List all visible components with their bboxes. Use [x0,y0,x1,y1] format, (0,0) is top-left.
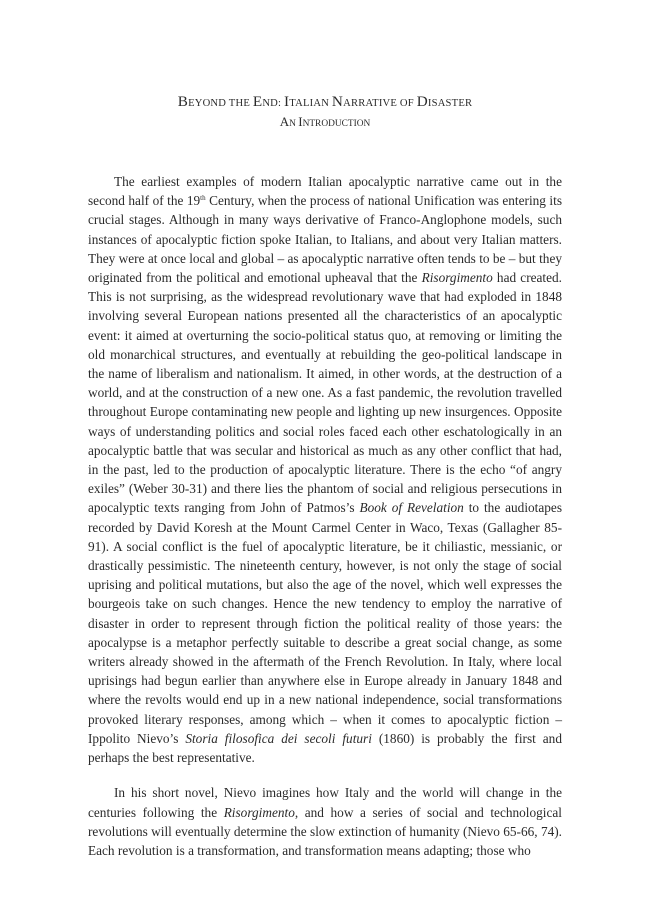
text-run: , and how a series of social and technological revolutions will eventually determine the slow extinction of humanity (Nievo 65-66, 74). Each revolution is a transformation, and transformation means adapting; those who [88,804,562,858]
subtitle-capital: I [298,114,303,129]
text-run: The earliest examples of modern Italian apocalyptic narrative came out in the second half of the 19 [88,174,562,209]
paragraph [88,783,562,860]
text-run: had created. This is not surprising, as the widespread revolutionary wave that had exploded in 1848 involving several European nations presented all the characteristics of an apocalyptic event: it aimed at overturning the socio-political status quo, at removing or limiting the old monarchical structures, and eventually at rebuilding the geo-political landscape in the name of liberalism and nationalism. It aimed, in other words, at the destruction of a world, and at the construction of a new one. As a fast pandemic, the revolution travelled throughout Europe contaminating new people and lighting up new insurgences. Opposite ways of understanding politics and social roles faced each other eschatologically in an apocalyptic battle that was secular and historical as much as any other conflict that had, in the past, led to the production of apocalyptic literature. There is the echo “of angry exiles” (Weber 30-31) and there lies the phantom of social and religious persecutions in apocalyptic texts ranging from John of Patmos’s [88,270,562,516]
title-capital: I [284,93,290,110]
italic-title: Storia filosofica dei secoli futuri [185,730,372,746]
italic-title: Risorgimento [421,270,493,286]
text-run: Century, when the process of national Unification was entering its crucial stages. Although in many ways derivative of Franco-Anglophone models, such instances of apocalyptic fiction spoke Italian, to Italians, and about very Italian matters. They were at once local and global – as apocalyptic narrative often tends to be – but they originated from the political and emotional upheaval that the [88,193,562,286]
italic-title: Risorgimento [223,804,295,820]
text-run: (1860) is probably the first and perhaps the best representative. [88,730,562,766]
subtitle-capital: A [279,114,290,129]
title-capital: N [331,93,344,110]
title-small-caps: EYOND THE [188,98,253,109]
title-small-caps: ARRATIVE OF [343,98,417,109]
title-small-caps: ND: [262,98,285,109]
title-block [0,93,650,132]
paragraph [88,172,562,767]
text-run: In his short novel, Nievo imagines how Italy and the world will change in the centuries following the [88,785,562,820]
superscript: th [200,194,206,203]
body-text [88,172,562,860]
chapter-title [0,93,650,113]
chapter-subtitle [0,114,650,132]
title-capital: D [416,93,428,110]
title-small-caps: TALIAN [289,98,332,109]
title-small-caps: ISASTER [427,98,473,109]
title-capital: E [252,93,263,110]
subtitle-small-caps: NTRODUCTION [302,119,371,129]
text-run: to the audiotapes recorded by David Koresh at the Mount Carmel Center in Waco, Texas (Gallagher 85-91). A social conflict is the fuel of apocalyptic literature, be it chiliastic, messianic, or drastically pessimistic. The nineteenth century, however, is not only the stage of social uprising and political mutations, but also the age of the novel, which well expresses the bourgeois take on such changes. Hence the new tendency to employ the narrative of disaster in order to represent through fiction the political reality of those years: the apocalypse is a metaphor perfectly suitable to describe a great social change, as some writers already showed in the aftermath of the French Revolution. In Italy, where local uprisings had begun earlier than anywhere else in Europe already in January 1848 and where the revolts would end up in a new national independence, social transformations provoked literary responses, among which – when it comes to apocalyptic fiction – Ippolito Nievo’s [88,500,562,746]
italic-title: Book of Revelation [359,500,464,516]
subtitle-small-caps: N [289,119,299,129]
title-capital: B [177,93,189,110]
